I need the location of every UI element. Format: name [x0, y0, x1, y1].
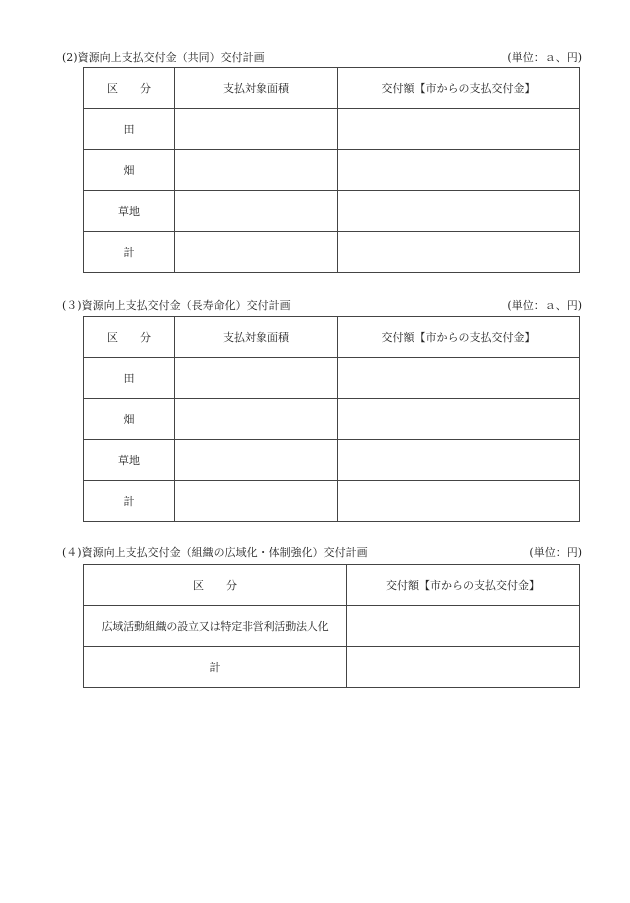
section-3-title: (３)資源向上支払交付金（長寿命化）交付計画 [62, 299, 291, 312]
area-cell[interactable] [175, 232, 338, 273]
row-label: 計 [84, 232, 175, 273]
amount-cell[interactable] [338, 191, 580, 232]
table-row [84, 647, 580, 688]
table-row [84, 399, 580, 440]
area-cell[interactable] [175, 358, 338, 399]
section-2-unit: (単位：ａ、円) [507, 51, 582, 64]
header-category: 区 分 [84, 565, 347, 606]
amount-cell[interactable] [338, 150, 580, 191]
header-category: 区 分 [84, 68, 175, 109]
table-row [84, 232, 580, 273]
amount-cell[interactable] [338, 232, 580, 273]
amount-cell[interactable] [338, 358, 580, 399]
table-row [84, 440, 580, 481]
table-row [84, 109, 580, 150]
row-label: 草地 [84, 440, 175, 481]
amount-cell[interactable] [347, 606, 580, 647]
section-3-header [62, 298, 582, 314]
row-label: 計 [84, 481, 175, 522]
header-category: 区 分 [84, 317, 175, 358]
section-3-table [83, 316, 580, 522]
table-header-row [84, 68, 580, 109]
table-header-row [84, 317, 580, 358]
area-cell[interactable] [175, 481, 338, 522]
area-cell[interactable] [175, 109, 338, 150]
row-label: 田 [84, 358, 175, 399]
section-2-table [83, 67, 580, 273]
section-4-title: (４)資源向上支払交付金（組織の広域化・体制強化）交付計画 [62, 546, 368, 559]
table-row [84, 606, 580, 647]
row-label: 田 [84, 109, 175, 150]
row-label: 計 [84, 647, 347, 688]
row-label: 畑 [84, 150, 175, 191]
section-3-unit: (単位：ａ、円) [507, 299, 582, 312]
header-amount: 交付額【市からの支払交付金】 [347, 565, 580, 606]
table-row [84, 191, 580, 232]
table-header-row [84, 565, 580, 606]
section-4-table [83, 564, 580, 688]
header-area: 支払対象面積 [175, 68, 338, 109]
amount-cell[interactable] [338, 399, 580, 440]
amount-cell[interactable] [338, 481, 580, 522]
area-cell[interactable] [175, 150, 338, 191]
header-amount: 交付額【市からの支払交付金】 [338, 68, 580, 109]
table-row [84, 150, 580, 191]
amount-cell[interactable] [338, 440, 580, 481]
row-label: 草地 [84, 191, 175, 232]
area-cell[interactable] [175, 440, 338, 481]
section-4-header [62, 545, 582, 561]
row-label: 広域活動組織の設立又は特定非営利活動法人化 [84, 606, 347, 647]
section-2-header [62, 50, 582, 66]
area-cell[interactable] [175, 399, 338, 440]
section-2-title: (2)資源向上支払交付金（共同）交付計画 [62, 51, 265, 64]
section-4-unit: (単位：円) [529, 546, 582, 559]
table-row [84, 358, 580, 399]
header-area: 支払対象面積 [175, 317, 338, 358]
header-amount: 交付額【市からの支払交付金】 [338, 317, 580, 358]
area-cell[interactable] [175, 191, 338, 232]
amount-cell[interactable] [347, 647, 580, 688]
amount-cell[interactable] [338, 109, 580, 150]
table-row [84, 481, 580, 522]
row-label: 畑 [84, 399, 175, 440]
